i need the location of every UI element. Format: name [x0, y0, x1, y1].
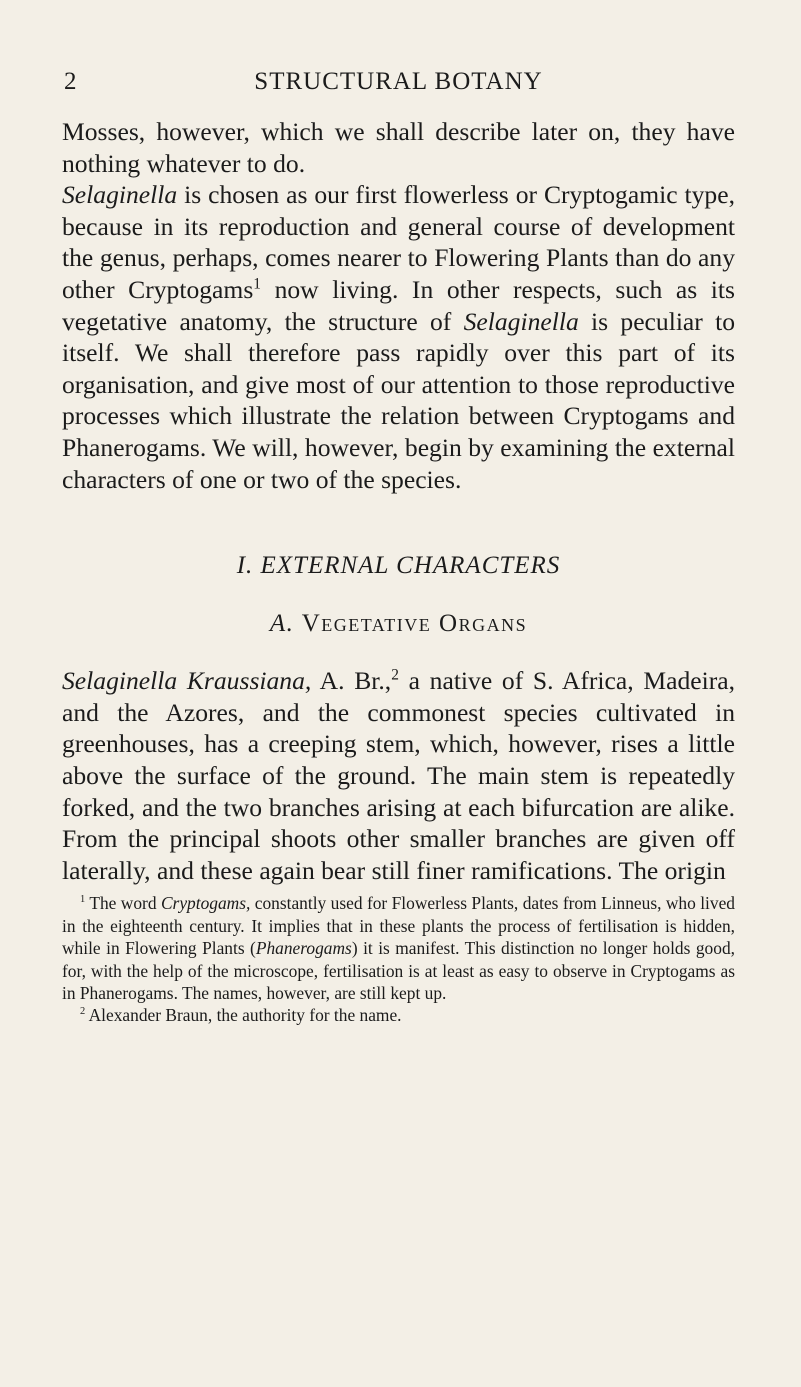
genus-name-2: Selaginella	[463, 306, 579, 336]
paragraph-2-text-a: is chosen as our first flowerless or Cryptogamic type, because in its reproduction and general course of development the genus, perhaps, comes nearer to Flowering Plants than do any other Cryptogams	[62, 180, 735, 304]
footnote-1-term: Cryptogams,	[160, 893, 251, 914]
species-name: Selaginella Kraussiana,	[62, 666, 312, 696]
page-number: 2	[64, 68, 78, 95]
sub-heading-letter: A.	[269, 610, 295, 638]
genus-name: Selaginella	[62, 180, 178, 210]
sub-heading	[62, 609, 735, 639]
footnote-1-text-a: The word	[85, 893, 161, 914]
footnote-2	[62, 1004, 735, 1026]
paragraph-3-text-b: a native of S. Africa, Madeira, and the Azores, and the commonest species cultivated in greenhouses, has a creeping stem, which, however, rises a little above the surface of the ground. The main stem is repeatedly forked, and the two branches arising at each bifurcation are alike. From the principal shoots other smaller branches are given off laterally, and these again bear still finer ramifications. The origin	[62, 666, 735, 885]
paragraph-3-text-a: A. Br.,	[311, 666, 392, 696]
footnote-2-number: 2	[80, 1006, 86, 1018]
section-heading: I. EXTERNAL CHARACTERS	[236, 552, 561, 580]
paragraph-2-text-c: is peculiar to itself. We shall therefore pass rapidly over this part of its organisation, and give most of our attention to those reproductive processes which illustrate the relation between Cryptogams and Phanerogams. We will, however, begin by examining the external characters of one or two of the species.	[62, 306, 736, 494]
book-page	[0, 68, 801, 1387]
body-text	[62, 116, 735, 495]
body-text-2	[62, 665, 735, 886]
paragraph-continued	[62, 116, 735, 179]
running-head	[62, 68, 735, 98]
footnote-ref-1: 1	[253, 275, 261, 293]
footnote-2-text: Alexander Braun, the authority for the name.	[85, 1005, 402, 1026]
footnote-1-text-b: constantly used for Flowerless Plants, dates from Linneus, who lived in the eighteenth century. It implies that in these plants the process of fertilisation is hidden, while in Flowering Plants (	[62, 893, 736, 959]
paragraph-selaginella-intro	[62, 179, 735, 495]
footnote-1-text-c: ) it is manifest. This distinction no longer holds good, for, with the help of the microscope, fertilisation is at least as easy to observe in Cryptogams as in Phanerogams. The names, however, are still kept up.	[62, 938, 735, 1003]
paragraph-2-text-b: now living. In other respects, such as its vegetative anatomy, the structure of	[62, 274, 735, 336]
running-title: STRUCTURAL BOTANY	[254, 68, 543, 95]
footnote-ref-2: 2	[391, 666, 399, 684]
paragraph-kraussiana	[62, 665, 735, 886]
footnotes	[62, 892, 735, 1026]
sub-heading-title: Vegetative Organs	[294, 610, 528, 638]
footnote-1-number: 1	[80, 894, 86, 906]
footnote-1-term-2: Phanerogams	[255, 938, 352, 959]
paragraph-1-text: Mosses, however, which we shall describe later on, they have nothing whatever to do.	[62, 117, 735, 178]
footnote-1	[62, 892, 735, 1004]
